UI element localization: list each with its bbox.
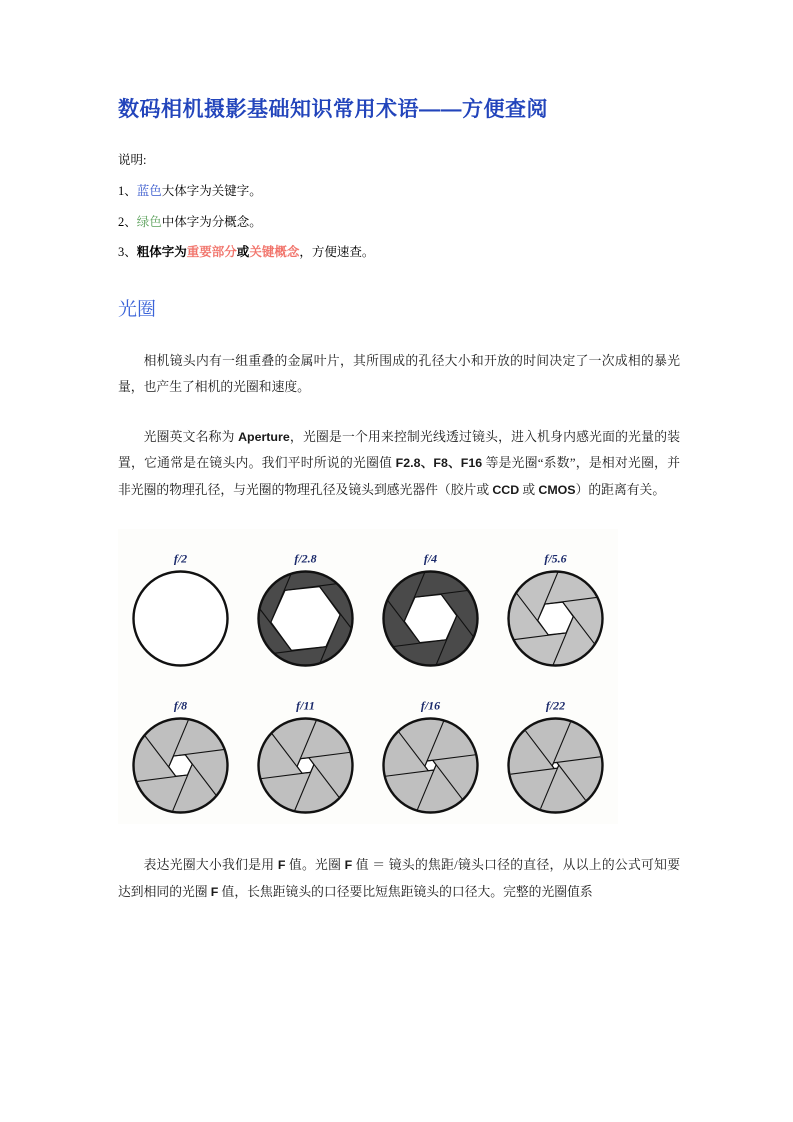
legend-item-3-emphasis-one: 重要部分 [186, 245, 237, 260]
p3-f-symbol-1: F [277, 858, 286, 873]
aperture-stop-label: f/11 [296, 698, 315, 713]
p2-part-1: 光圈英文名称为 [143, 430, 239, 445]
aperture-stop-label: f/4 [423, 551, 438, 566]
aperture-stop-f8 [134, 699, 228, 813]
legend-item-3 [118, 245, 680, 261]
aperture-stop-label: f/5.6 [544, 551, 567, 566]
p2-term-ccd: CCD [492, 482, 520, 497]
p3-part-2: 值。光圈 [285, 858, 345, 873]
legend-item-3-mid: 或 [236, 245, 250, 260]
paragraph-1: 相机镜头内有一组重叠的金属叶片，其所围成的孔径大小和开放的时间决定了一次成相的暴光量，也产生了相机的光圈和速度。 [118, 353, 680, 394]
aperture-diagram-svg [118, 529, 618, 824]
aperture-stop-f4 [384, 552, 478, 666]
paragraph-3 [118, 852, 680, 905]
aperture-stop-f11 [259, 699, 353, 813]
legend-item-1-color-word: 蓝色 [136, 183, 162, 198]
aperture-stop-f22 [509, 699, 603, 813]
p3-f-symbol-2: F [344, 858, 353, 873]
legend-item-1-rest: 大体字为关键字。 [161, 183, 262, 198]
p2-part-5: ）的距离有关。 [575, 482, 666, 497]
legend-item-3-index: 3、 [118, 245, 137, 260]
p2-term-cmos: CMOS [538, 482, 576, 497]
legend-item-1 [118, 184, 680, 200]
aperture-stop-label: f/22 [545, 698, 566, 713]
aperture-stop-f16 [384, 699, 478, 813]
p3-part-4: 值，长焦距镜头的口径要比短焦距镜头的口径大。完整的光圈值系 [218, 884, 593, 899]
p2-part-3: 等是光圈“系数”，是相对光圈，并非光圈的物理孔径，与光圈的物理孔径及镜头到感光器件（胶片或 [118, 456, 680, 497]
aperture-stop-label: f/2 [173, 551, 188, 566]
p2-fstop-values: F2.8、F8、F16 [395, 456, 483, 471]
p2-part-4: 或 [519, 482, 539, 497]
aperture-stop-label: f/8 [173, 698, 188, 713]
legend-block [118, 153, 680, 261]
aperture-stop-f28 [259, 552, 353, 666]
aperture-diagram-figure [118, 529, 618, 824]
p3-part-3: 值 ＝ 镜头的焦距/镜头口径的直径，从以上的公式可知要达到相同的光圈 [118, 858, 680, 899]
p3-f-symbol-3: F [210, 884, 219, 899]
p3-part-1: 表达光圈大小我们是用 [143, 858, 278, 873]
legend-item-2-index: 2、 [118, 214, 137, 229]
aperture-stop-label: f/2.8 [294, 551, 317, 566]
p2-part-2: ，光圈是一个用来控制光线透过镜头，进入机身内感光面的光量的装置，它通常是在镜头内。我们平时所说的光圈值 [118, 430, 681, 471]
legend-item-2-rest: 中体字为分概念。 [161, 214, 262, 229]
aperture-stop-f2 [134, 552, 228, 666]
legend-item-3-tail: ，方便速查。 [299, 245, 375, 260]
page-content [118, 96, 680, 929]
paragraph-2 [118, 424, 680, 503]
legend-label: 说明: [118, 153, 147, 168]
legend-item-2-color-word: 绿色 [136, 214, 162, 229]
section-heading-aperture: 光圈 [118, 298, 157, 320]
legend-item-3-emphasis-two: 关键概念 [249, 245, 300, 260]
aperture-stop-label: f/16 [420, 698, 441, 713]
legend-item-1-index: 1、 [118, 183, 137, 198]
legend-item-3-lead: 粗体字为 [136, 245, 187, 260]
p2-term-aperture: Aperture [238, 430, 290, 445]
page-title: 数码相机摄影基础知识常用术语——方便查阅 [118, 98, 548, 121]
aperture-stop-f56 [509, 552, 603, 666]
legend-item-2 [118, 215, 680, 231]
